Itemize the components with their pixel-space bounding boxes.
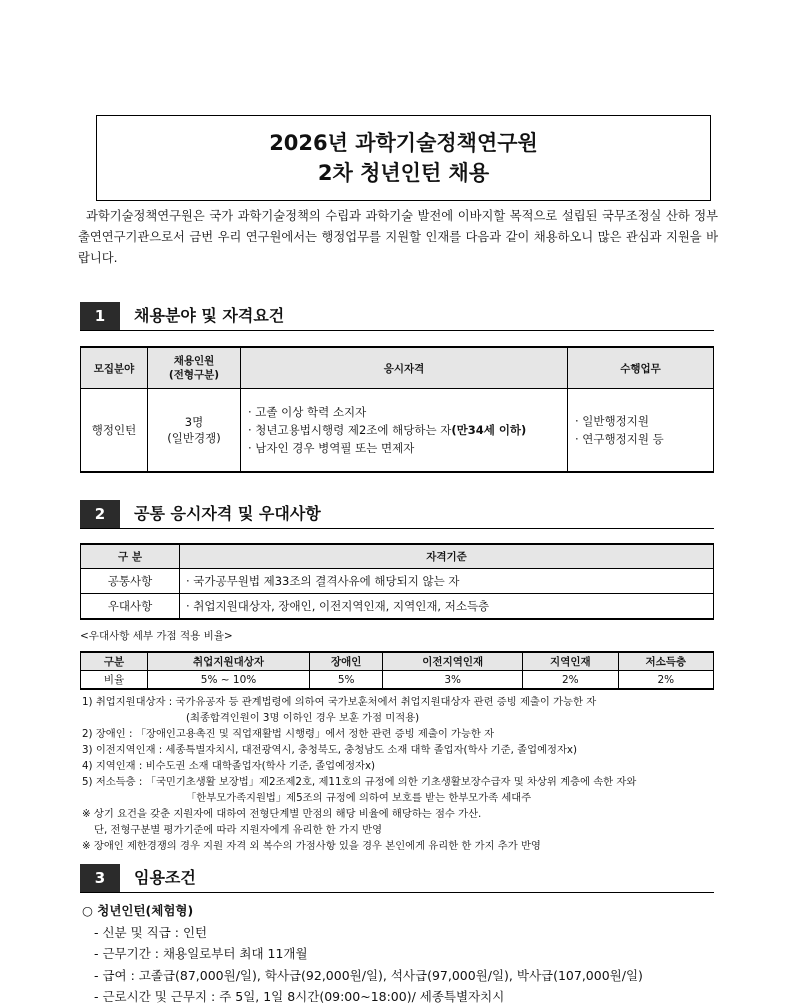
section-number: 3 bbox=[80, 864, 120, 892]
count-value: 3명 bbox=[184, 415, 204, 429]
qual-age-limit: (만34세 이하) bbox=[451, 423, 527, 437]
field-cell: 행정인턴 bbox=[81, 389, 148, 473]
qual-text: · 청년고용법시행령 제2조에 해당하는 자 bbox=[248, 423, 452, 437]
footnote: 4) 지역인재 : 비수도권 소재 대학졸업자(학사 기준, 졸업예정자x) bbox=[82, 760, 376, 772]
footnote: (최종합격인원이 3명 이하인 경우 보훈 가점 미적용) bbox=[186, 712, 420, 724]
footnote: 「한부모가족지원법」제5조의 규정에 의하여 보호를 받는 한부모가족 세대주 bbox=[186, 792, 532, 804]
section-number: 2 bbox=[80, 500, 120, 528]
qual-item: · 남자인 경우 병역필 또는 면제자 bbox=[248, 441, 415, 455]
table-header: 이전지역인재 bbox=[383, 652, 523, 671]
footnote: 3) 이전지역인재 : 세종특별자치시, 대전광역시, 충청북도, 충청남도 소재 대학 졸업자(학사 기준, 졸업예정자x) bbox=[82, 744, 578, 756]
count-cell bbox=[148, 389, 241, 473]
table-cell: 비율 bbox=[81, 671, 148, 690]
table-header: 수행업무 bbox=[568, 347, 714, 389]
table-row bbox=[81, 671, 714, 690]
qual-item: · 고졸 이상 학력 소지자 bbox=[248, 405, 367, 419]
table-cell: 5% bbox=[310, 671, 383, 690]
footnote: 1) 취업지원대상자 : 국가유공자 등 관계법령에 의하여 국가보훈처에서 취업지원대상자 관련 증빙 제출이 가능한 자 bbox=[82, 696, 597, 708]
section-2-header bbox=[80, 500, 714, 529]
table-header: 구분 bbox=[81, 652, 148, 671]
bonus-table-caption: <우대사항 세부 가점 적용 비율> bbox=[80, 630, 233, 642]
terms-item: - 신분 및 직급 : 인턴 bbox=[94, 924, 208, 940]
terms-item: - 근로시간 및 근무지 : 주 5일, 1일 8시간(09:00~18:00)/ 세종특별자치시 bbox=[94, 989, 505, 1004]
table-header: 장애인 bbox=[310, 652, 383, 671]
intro-paragraph: 과학기술정책연구원은 국가 과학기술정책의 수립과 과학기술 발전에 이바지할 목적으로 설립된 국무조정실 산하 정부출연연구기관으로서 금번 우리 연구원에서는 행정업무를 지원할 인재를 다음과 같이 채용하오니 많은 관심과 지원을 바랍니다. bbox=[78, 209, 718, 265]
footnotes bbox=[82, 694, 722, 854]
table-header: 응시자격 bbox=[241, 347, 568, 389]
footnote: ※ 상기 요건을 갖춘 지원자에 대하여 전형단계별 만점의 해당 비율에 해당하는 점수 가산. bbox=[82, 808, 482, 820]
qual-item bbox=[242, 421, 566, 439]
table-row bbox=[81, 569, 714, 594]
terms-item: - 근무기간 : 채용일로부터 최대 11개월 bbox=[94, 946, 308, 961]
table-header: 자격기준 bbox=[180, 544, 714, 569]
duty-item: · 연구행정지원 등 bbox=[575, 432, 664, 446]
employment-terms bbox=[82, 900, 722, 1008]
bonus-table bbox=[80, 651, 714, 690]
footnote: 2) 장애인 : 「장애인고용촉진 및 직업재활법 시행령」에서 정한 관련 증빙 제출이 가능한 자 bbox=[82, 728, 495, 740]
title-box bbox=[96, 115, 711, 201]
duties-cell bbox=[568, 389, 714, 473]
title-line2: 2차 청년인턴 채용 bbox=[317, 161, 490, 185]
section-3-header bbox=[80, 864, 714, 893]
section-title: 공통 응시자격 및 우대사항 bbox=[134, 504, 321, 523]
row-value: · 국가공무원법 제33조의 결격사유에 해당되지 않는 자 bbox=[180, 569, 714, 594]
table-header: 저소득층 bbox=[618, 652, 713, 671]
duty-item: · 일반행정지원 bbox=[575, 414, 649, 428]
footnote: 5) 저소득층 : 「국민기초생활 보장법」제2조제2호, 제11호의 규정에 의한 기초생활보장수급자 및 차상위 계층에 속한 자와 bbox=[82, 776, 637, 788]
section-1-header bbox=[80, 302, 714, 331]
table-cell: 5% ~ 10% bbox=[148, 671, 310, 690]
row-value: · 취업지원대상자, 장애인, 이전지역인재, 지역인재, 저소득층 bbox=[180, 594, 714, 620]
count-type: (일반경쟁) bbox=[167, 431, 221, 445]
table-header: 채용인원 (전형구분) bbox=[148, 347, 241, 389]
footnote: ※ 장애인 제한경쟁의 경우 지원 자격 외 복수의 가점사항 있을 경우 본인에게 유리한 한 가지 추가 반영 bbox=[82, 840, 541, 852]
table-header: 취업지원대상자 bbox=[148, 652, 310, 671]
table-cell: 2% bbox=[523, 671, 618, 690]
table-cell: 2% bbox=[618, 671, 713, 690]
table-row bbox=[81, 594, 714, 620]
footnote: 단, 전형구분별 평가기준에 따라 지원자에게 유리한 한 가지 반영 bbox=[94, 824, 383, 836]
table-header: 지역인재 bbox=[523, 652, 618, 671]
terms-head: ○ 청년인턴(체험형) bbox=[82, 903, 194, 918]
terms-item: - 급여 : 고졸급(87,000원/일), 학사급(92,000원/일), 석사급(97,000원/일), 박사급(107,000원/일) bbox=[94, 967, 643, 983]
title-line1: 2026년 과학기술정책연구원 bbox=[269, 131, 538, 155]
section-number: 1 bbox=[80, 302, 120, 330]
row-key: 우대사항 bbox=[81, 594, 180, 620]
section-title: 채용분야 및 자격요건 bbox=[134, 306, 285, 325]
table-header: 모집분야 bbox=[81, 347, 148, 389]
qualification-table bbox=[80, 543, 714, 620]
table-header: 구 분 bbox=[81, 544, 180, 569]
qualifications-cell bbox=[241, 389, 568, 473]
recruitment-table bbox=[80, 346, 714, 473]
table-cell: 3% bbox=[383, 671, 523, 690]
section-title: 임용조건 bbox=[134, 868, 196, 887]
row-key: 공통사항 bbox=[81, 569, 180, 594]
